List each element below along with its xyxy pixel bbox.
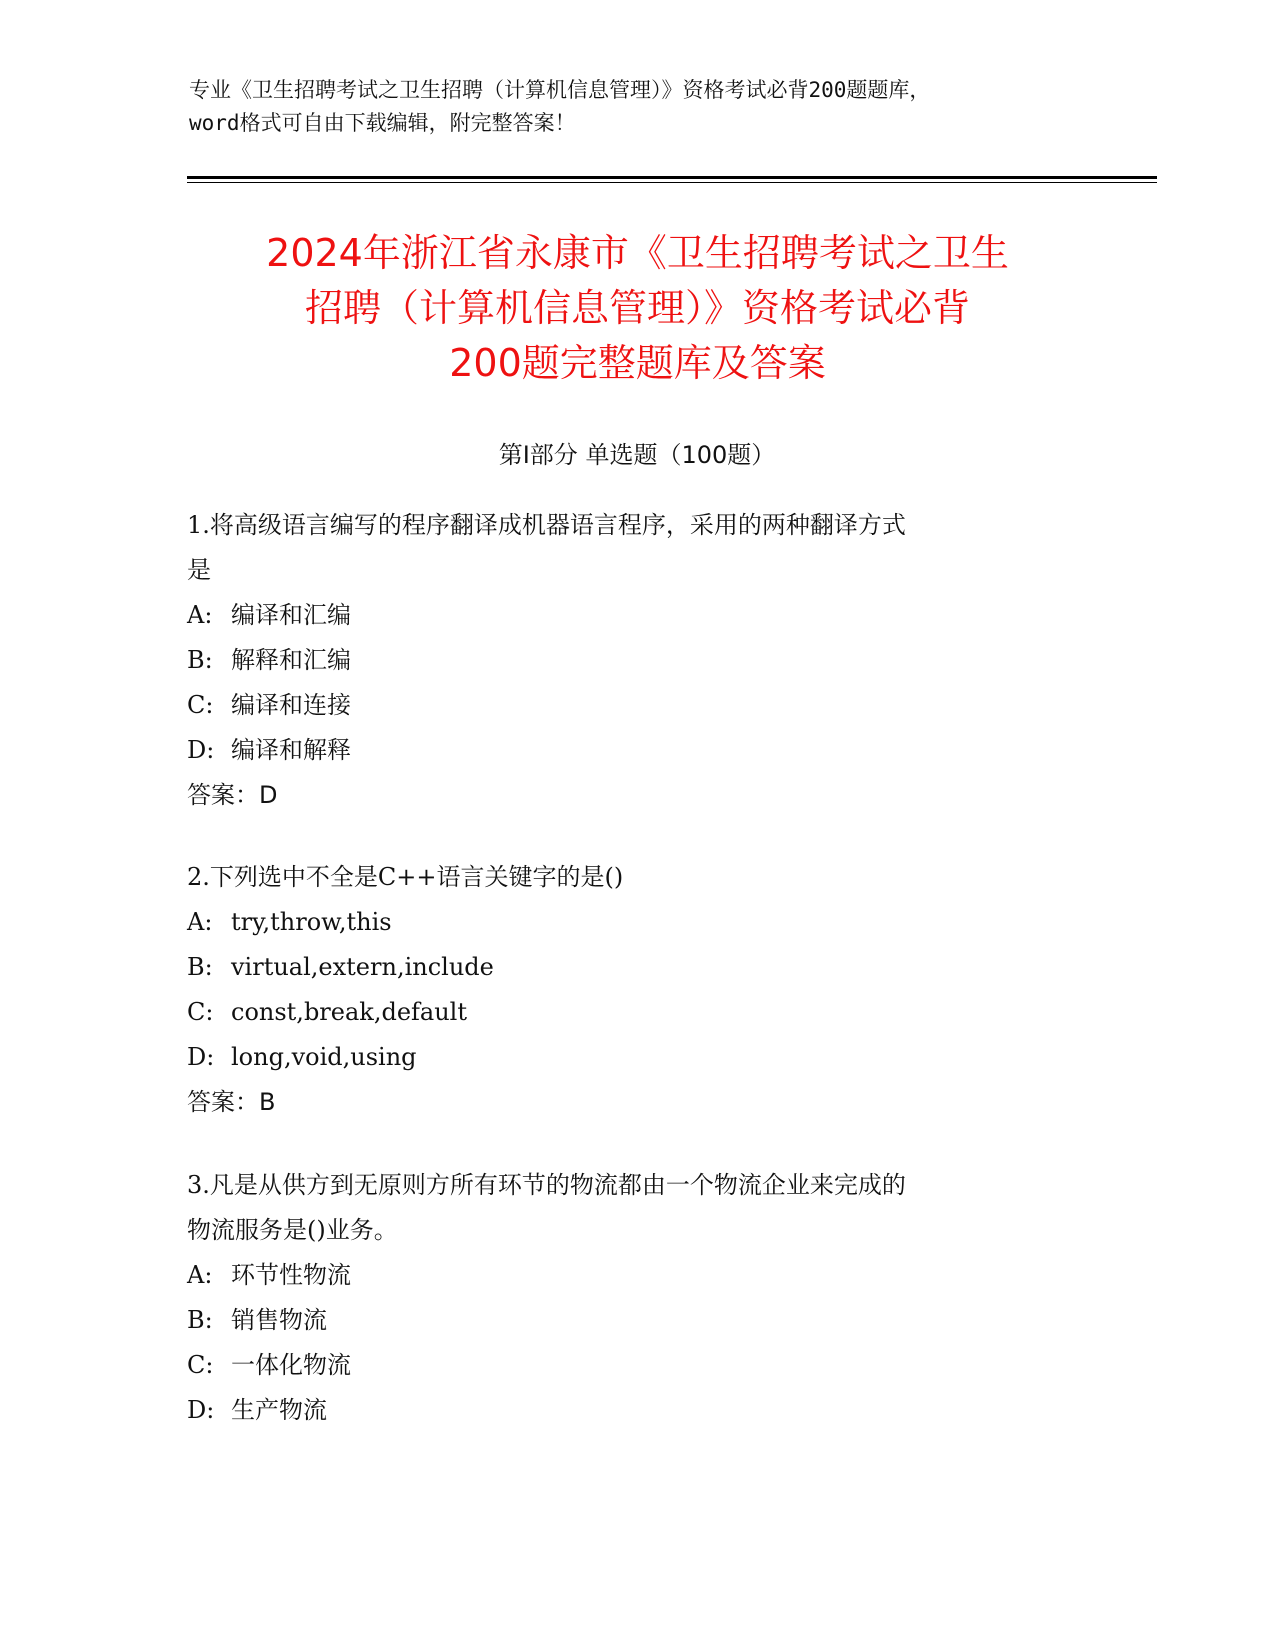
option-text: 环节性物流 [231,1261,351,1289]
option-c [187,683,1087,728]
option-text: 编译和连接 [231,691,351,719]
option-c [187,990,1087,1035]
option-text: 编译和汇编 [231,601,351,629]
option-key: A: [187,1261,213,1289]
answer-label: 答案：B [187,1088,276,1116]
header-note-line: word格式可自由下载编辑，附完整答案！ [189,111,576,135]
option-text: const,break,default [231,998,467,1026]
option-a [187,1253,1087,1298]
option-key: A: [187,908,213,936]
option-key: C: [187,1351,214,1379]
question-stem-line: 是 [187,556,211,584]
option-d [187,728,1087,773]
option-text: 解释和汇编 [231,646,351,674]
option-key: D: [187,1043,215,1071]
option-text: long,void,using [231,1043,417,1071]
option-c [187,1343,1087,1388]
question-stem-line: 1.将高级语言编写的程序翻译成机器语言程序，采用的两种翻译方式 [187,511,906,539]
header-note [189,74,1089,140]
option-key: C: [187,998,214,1026]
question-stem-line: 物流服务是()业务。 [187,1216,398,1244]
question-stem-line: 3.凡是从供方到无原则方所有环节的物流都由一个物流企业来完成的 [187,1171,906,1199]
header-divider-thin [187,182,1157,183]
question-stem [187,855,1087,900]
question-stem-line: 2.下列选中不全是C++语言关键字的是() [187,863,624,891]
option-b [187,945,1087,990]
title-line: 2024年浙江省永康市《卫生招聘考试之卫生 [266,231,1009,275]
option-text: virtual,extern,include [231,953,494,981]
option-key: A: [187,601,213,629]
header-note-line: 专业《卫生招聘考试之卫生招聘（计算机信息管理）》资格考试必背200题题库， [189,78,931,102]
option-key: C: [187,691,214,719]
option-text: try,throw,this [231,908,392,936]
option-text: 编译和解释 [231,736,351,764]
question-stem [187,503,1087,593]
option-key: D: [187,1396,215,1424]
option-a [187,900,1087,945]
option-a [187,593,1087,638]
title-line: 招聘（计算机信息管理）》资格考试必背 [304,286,970,330]
option-text: 生产物流 [231,1396,327,1424]
question-stem [187,1163,1087,1253]
option-d [187,1388,1087,1433]
question-1 [187,503,1087,818]
answer-label: 答案：D [187,781,278,809]
document-title [160,226,1115,391]
option-d [187,1035,1087,1080]
option-key: B: [187,953,213,981]
question-2 [187,855,1087,1125]
option-key: D: [187,736,215,764]
option-key: B: [187,646,213,674]
option-b [187,638,1087,683]
option-key: B: [187,1306,213,1334]
option-b [187,1298,1087,1343]
header-divider-thick [187,176,1157,179]
option-text: 销售物流 [231,1306,327,1334]
question-3 [187,1163,1087,1433]
section-heading: 第Ⅰ部分 单选题（100题） [498,441,776,469]
option-text: 一体化物流 [231,1351,351,1379]
title-line: 200题完整题库及答案 [449,341,826,385]
